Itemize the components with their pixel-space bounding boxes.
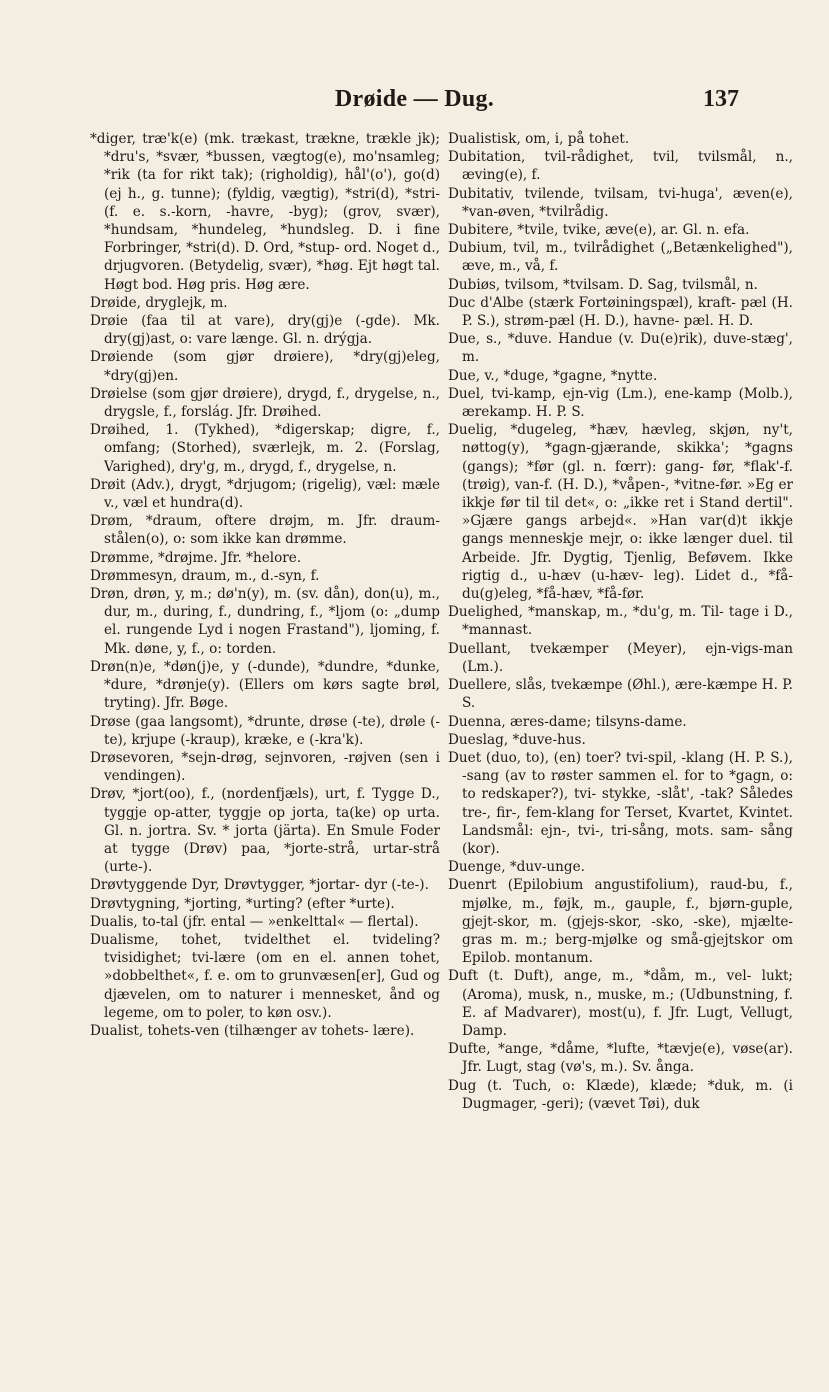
page-number: 137: [703, 86, 739, 112]
dictionary-entry: Drøielse (som gjør drøiere), drygd, f., drygelse, n., drygsle, f., forslág. Jfr. Drøihed.: [90, 385, 440, 421]
dictionary-entry: Drøn(n)e, *døn(j)e, y (-dunde), *dundre, *dunke, *dure, *drønje(y). (Ellers om kørs sagte brøl, tryting). Jfr. Bøge.: [90, 658, 440, 712]
dictionary-entry: Drøse (gaa langsomt), *drunte, drøse (-te), drøle (-te), krjupe (-kraup), kræke, e (-kra'k).: [90, 713, 440, 748]
dictionary-entry: Drøvtygning, *jorting, *urting? (efter *urte).: [90, 895, 395, 912]
dictionary-entry: Dubitation, tvil-rådighet, tvil, tvilsmål, n., æving(e), f.: [448, 149, 793, 184]
dictionary-entry: Drøihed, 1. (Tykhed), *digerskap; digre, f., omfang; (Storhed), sværlejk, m. 2. (Forslag, Varighed), dry'g, m., drygd, f., drygelse, n.: [90, 422, 440, 475]
dictionary-entry: Dubium, tvil, m., tvilrådighet („Betænkelighed"), æve, m., vå, f.: [448, 240, 793, 275]
dictionary-entry: Drøn, drøn, y, m.; dø'n(y), m. (sv. dån), don(u), m., dur, m., during, f., dundring, f., *ljom (o: „dump el. rungende Lyd i nogen Frastand"), ljoming, f. Mk. døne, y, f., o: torden.: [90, 586, 440, 657]
dictionary-entry: Due, s., *duve. Handue (v. Du(e)rik), duve-stæg', m.: [448, 331, 793, 366]
dictionary-entry: Drøvtyggende Dyr, Drøvtygger, *jortar- dyr (-te-).: [90, 877, 429, 894]
dictionary-entry: Drøie (faa til at vare), dry(gj)e (-gde). Mk. dry(gj)ast, o: vare længe. Gl. n. drýgja.: [90, 313, 440, 348]
dictionary-entry: Drøit (Adv.), drygt, *drjugom; (rigelig), væl: mæle v., væl et hundra(d).: [90, 476, 440, 512]
dictionary-entry: Dueslag, *duve-hus.: [448, 731, 586, 748]
dictionary-entry: *diger, træ'k(e) (mk. trækast, trækne, trækle jk); *dru's, *svær, *bussen, vægtog(e), mo'nsamleg; *rik (ta for rikt tak); (righoldig), hål'(o'), go(d) (ej h., g. tunne); (fyldig, vægtig), *stri(d), *stri- (f. e. s.-korn, -havre, -byg); (grov, svær), *hundsam, *hundeleg, *hundsleg. D. i fine Forbringer, *stri(d). D. Ord, *stup- ord. Noget d., drjugvoren. (Betydelig, svær), *høg. Ejt høgt tal. Høgt bod. Høg pris. Høg ære.: [90, 131, 440, 293]
dictionary-entry: Dualisme, tohet, tvidelthet el. tvideling? tvisidighet; tvi-lære (om en el. annen tohet, »dobbelthet«, f. e. om to grunvæsen[er], Gud og djævelen, om to naturer i mennesket, ånd og legeme, om to poler, to køn osv.).: [90, 931, 440, 1021]
dictionary-entry: Duel, tvi-kamp, ejn-vig (Lm.), ene-kamp (Molb.), ærekamp. H. P. S.: [448, 385, 793, 421]
dictionary-entry: Drøm, *draum, oftere drøjm, m. Jfr. draum-stålen(o), o: som ikke kan drømme.: [90, 513, 440, 548]
dictionary-entry: Duft (t. Duft), ange, m., *dåm, m., vel- lukt; (Aroma), musk, n., muske, m.; (Udbunstning, f. E. af Madvarer), most(u), f. Jfr. Lugt, Vellugt, Damp.: [448, 968, 793, 1039]
dictionary-entry: Dualis, to-tal (jfr. ental — »enkelttal« — flertal).: [90, 913, 419, 930]
dictionary-entry: Dualistisk, om, i, på tohet.: [448, 131, 630, 147]
dictionary-entry: Duenrt (Epilobium angustifolium), raud-bu, f., mjølke, m., føjk, m., gauple, f., bjørn-guple, gjejt-skor, m. (gjejs-skor, -sko, -ske), mjælte-gras m. m.; berg-mjølke og små-gjejtskor om Epilob. montanum.: [448, 877, 793, 967]
dictionary-entry: Duellere, slås, tvekæmpe (Øhl.), ære-kæmpe H. P. S.: [448, 677, 793, 712]
dictionary-entry: Drøv, *jort(oo), f., (nordenfjæls), urt, f. Tygge D., tyggje op-atter, tyggje op jorta, ta(ke) op urta. Gl. n. jortra. Sv. * jorta (järta). En Smule Foder at tygge (Drøv) paa, *jorte-strå, urtar-strå (urte-).: [90, 786, 440, 876]
dictionary-entry: Duenna, æres-dame; tilsyns-dame.: [448, 713, 687, 730]
dictionary-entry: Drømme, *drøjme. Jfr. *helore.: [90, 549, 302, 566]
dictionary-entry: Duelig, *dugeleg, *hæv, hævleg, skjøn, ny't, nøttog(y), *gagn-gjærande, skikka'; *gagns (gangs); *før (gl. n. fœrr): gang- før, *flak'-f. (trøig), van-f. (H. D.), *våpen-, *vitne-før. »Eg er ikkje før til til det«, o: „ikke ret i Stand dertil". »Gjære gangs arbejd«. »Han var(d)t ikkje gangs menneskje mejr, o: ikke længer duel. til Arbeide. Jfr. Dygtig, Tjenlig, Beføvem. Ikke rigtig d., u-hæv (u-hæv- leg). Lidet d., *få-du(g)eleg, *få-hæv, *få-før.: [448, 422, 793, 603]
dictionary-entry: Drømmesyn, draum, m., d.-syn, f.: [90, 567, 320, 584]
dictionary-entry: Dufte, *ange, *dåme, *lufte, *tævje(e), vøse(ar). Jfr. Lugt, stag (vø's, m.). Sv. ånga.: [448, 1041, 793, 1076]
dictionary-entry: Dubiøs, tvilsom, *tvilsam. D. Sag, tvilsmål, n.: [448, 276, 758, 293]
dictionary-entry: Drøiende (som gjør drøiere), *dry(gj)eleg, *dry(gj)en.: [90, 349, 440, 384]
dictionary-entry: Drøide, dryglejk, m.: [90, 294, 228, 311]
dictionary-entry: Duellant, tvekæmper (Meyer), ejn-vigs-man (Lm.).: [448, 640, 793, 675]
left-column: [90, 130, 440, 1040]
dictionary-entry: Duenge, *duv-unge.: [448, 859, 585, 876]
dictionary-entry: Duet (duo, to), (en) toer? tvi-spil, -klang (H. P. S.), -sang (av to røster sammen el. for to *gagn, o: to redskaper?), tvi- stykke, -slåt', -tak? Således tre-, fir-, fem-klang for Terset, Kvartet, Kvintet. Landsmål: ejn-, tvi-, tri-sång, mots. sam- sång (kor).: [448, 749, 793, 857]
page-title: Drøide — Dug.: [334, 86, 495, 112]
dictionary-entry: Drøsevoren, *sejn-drøg, sejnvoren, -røjven (sen i vendingen).: [90, 749, 440, 785]
dictionary-entry: Dug (t. Tuch, o: Klæde), klæde; *duk, m. (i Dugmager, -geri); (vævet Tøi), duk: [448, 1077, 793, 1112]
dictionary-entry: Duc d'Albe (stærk Fortøiningspæl), kraft- pæl (H. P. S.), strøm-pæl (H. D.), havne- pæl. H. D.: [448, 294, 793, 330]
dictionary-entry: Duelighed, *manskap, m., *du'g, m. Til- tage i D., *mannast.: [448, 604, 793, 639]
dictionary-entry: Dualist, tohets-ven (tilhænger av tohets- lære).: [90, 1022, 415, 1039]
running-header: [0, 86, 829, 122]
dictionary-entry: Due, v., *duge, *gagne, *nytte.: [448, 367, 658, 384]
dictionary-entry: Dubitere, *tvile, tvike, æve(e), ar. Gl. n. efa.: [448, 222, 750, 239]
right-column: [448, 130, 793, 1113]
dictionary-entry: Dubitativ, tvilende, tvilsam, tvi-huga', æven(e), *van-øven, *tvilrådig.: [448, 185, 793, 220]
